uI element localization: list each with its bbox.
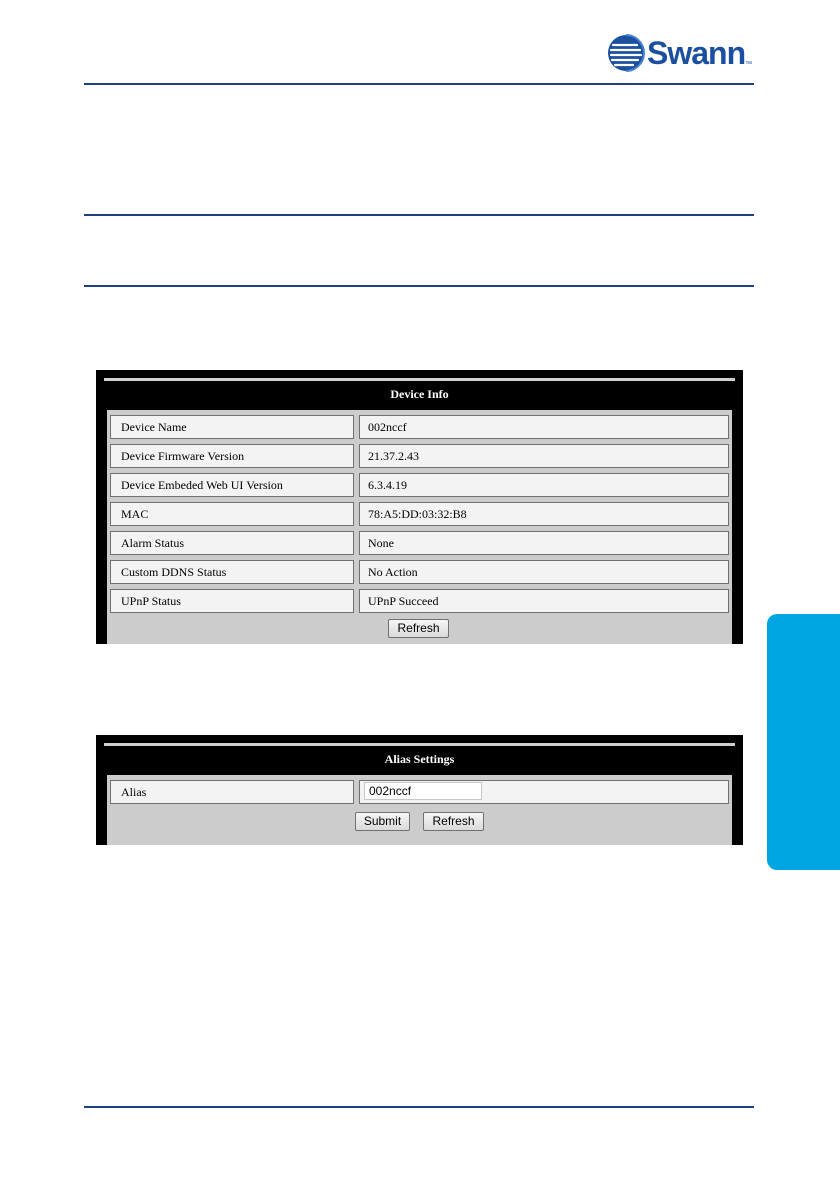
panel-top-line — [104, 378, 735, 381]
alias-settings-title: Alias Settings — [384, 752, 455, 766]
alias-row — [110, 780, 729, 804]
firmware-version-label: Device Firmware Version — [110, 444, 354, 468]
device-info-body — [107, 410, 732, 644]
info-row — [110, 560, 729, 584]
info-row — [110, 589, 729, 613]
alarm-status-value: None — [359, 531, 729, 555]
device-info-title: Device Info — [390, 387, 449, 401]
ddns-status-label: Custom DDNS Status — [110, 560, 354, 584]
device-info-panel — [96, 370, 743, 644]
alias-settings-panel — [96, 735, 743, 845]
info-row — [110, 502, 729, 526]
ddns-status-value: No Action — [359, 560, 729, 584]
alias-label: Alias — [110, 780, 354, 804]
info-row — [110, 531, 729, 555]
firmware-version-value: 21.37.2.43 — [359, 444, 729, 468]
upnp-status-value: UPnP Succeed — [359, 589, 729, 613]
swann-logo — [607, 34, 752, 72]
trademark: ™ — [745, 61, 753, 68]
swann-globe-icon — [607, 34, 645, 72]
header-rule — [84, 83, 754, 85]
upnp-status-label: UPnP Status — [110, 589, 354, 613]
alias-input[interactable]: 002nccf — [364, 782, 482, 800]
mac-value: 78:A5:DD:03:32:B8 — [359, 502, 729, 526]
alarm-status-label: Alarm Status — [110, 531, 354, 555]
alias-refresh-button[interactable]: Refresh — [423, 812, 484, 831]
brand-name: Swann — [647, 35, 746, 71]
info-row — [110, 444, 729, 468]
panel-top-line — [104, 743, 735, 746]
footer-rule — [84, 1106, 754, 1108]
mac-label: MAC — [110, 502, 354, 526]
chapter-side-tab — [767, 614, 840, 870]
section-rule-2 — [84, 285, 754, 287]
web-ui-version-label: Device Embeded Web UI Version — [110, 473, 354, 497]
alias-submit-button[interactable]: Submit — [355, 812, 410, 831]
device-name-value: 002nccf — [359, 415, 729, 439]
device-name-label: Device Name — [110, 415, 354, 439]
web-ui-version-value: 6.3.4.19 — [359, 473, 729, 497]
info-row — [110, 415, 729, 439]
alias-settings-body — [107, 775, 732, 845]
info-row — [110, 473, 729, 497]
section-rule-1 — [84, 214, 754, 216]
device-info-refresh-button[interactable]: Refresh — [388, 619, 449, 638]
